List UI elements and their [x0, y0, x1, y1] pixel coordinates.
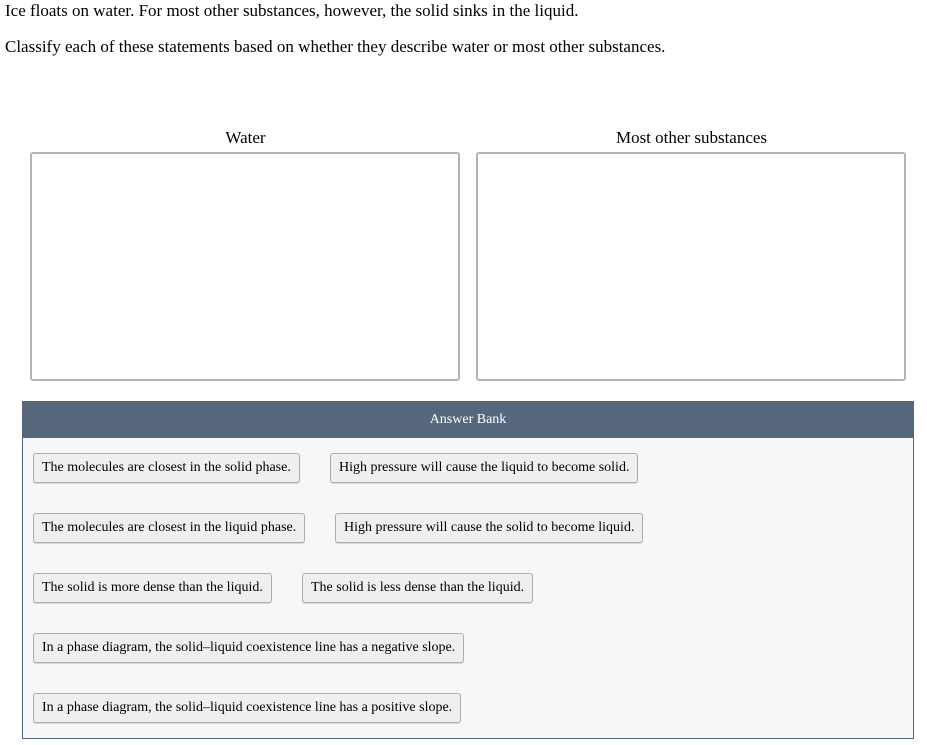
answer-bank: [22, 401, 914, 739]
instruction-text: Classify each of these statements based on whether they describe water or most other substances.: [5, 37, 666, 56]
other-substances-bin-title: Most other substances: [615, 128, 768, 147]
answer-bank-header: Answer Bank: [23, 402, 913, 438]
answer-chip-solid-less-dense[interactable]: The solid is less dense than the liquid.: [302, 573, 533, 603]
answer-chip-negative-slope[interactable]: In a phase diagram, the solid–liquid coexistence line has a negative slope.: [33, 633, 464, 663]
other-substances-drop-zone[interactable]: [476, 152, 906, 381]
answer-chip-molecules-closest-solid[interactable]: The molecules are closest in the solid phase.: [33, 453, 300, 483]
question-text: Ice floats on water. For most other substances, however, the solid sinks in the liquid.: [5, 1, 579, 20]
water-drop-zone[interactable]: [30, 152, 460, 381]
answer-chip-molecules-closest-liquid[interactable]: The molecules are closest in the liquid phase.: [33, 513, 305, 543]
water-bin-title: Water: [225, 128, 266, 147]
answer-chip-solid-more-dense[interactable]: The solid is more dense than the liquid.: [33, 573, 272, 603]
answer-chip-pressure-solid-to-liquid[interactable]: High pressure will cause the solid to become liquid.: [335, 513, 643, 543]
answer-chip-pressure-liquid-to-solid[interactable]: High pressure will cause the liquid to become solid.: [330, 453, 638, 483]
answer-chip-positive-slope[interactable]: In a phase diagram, the solid–liquid coexistence line has a positive slope.: [33, 693, 461, 723]
